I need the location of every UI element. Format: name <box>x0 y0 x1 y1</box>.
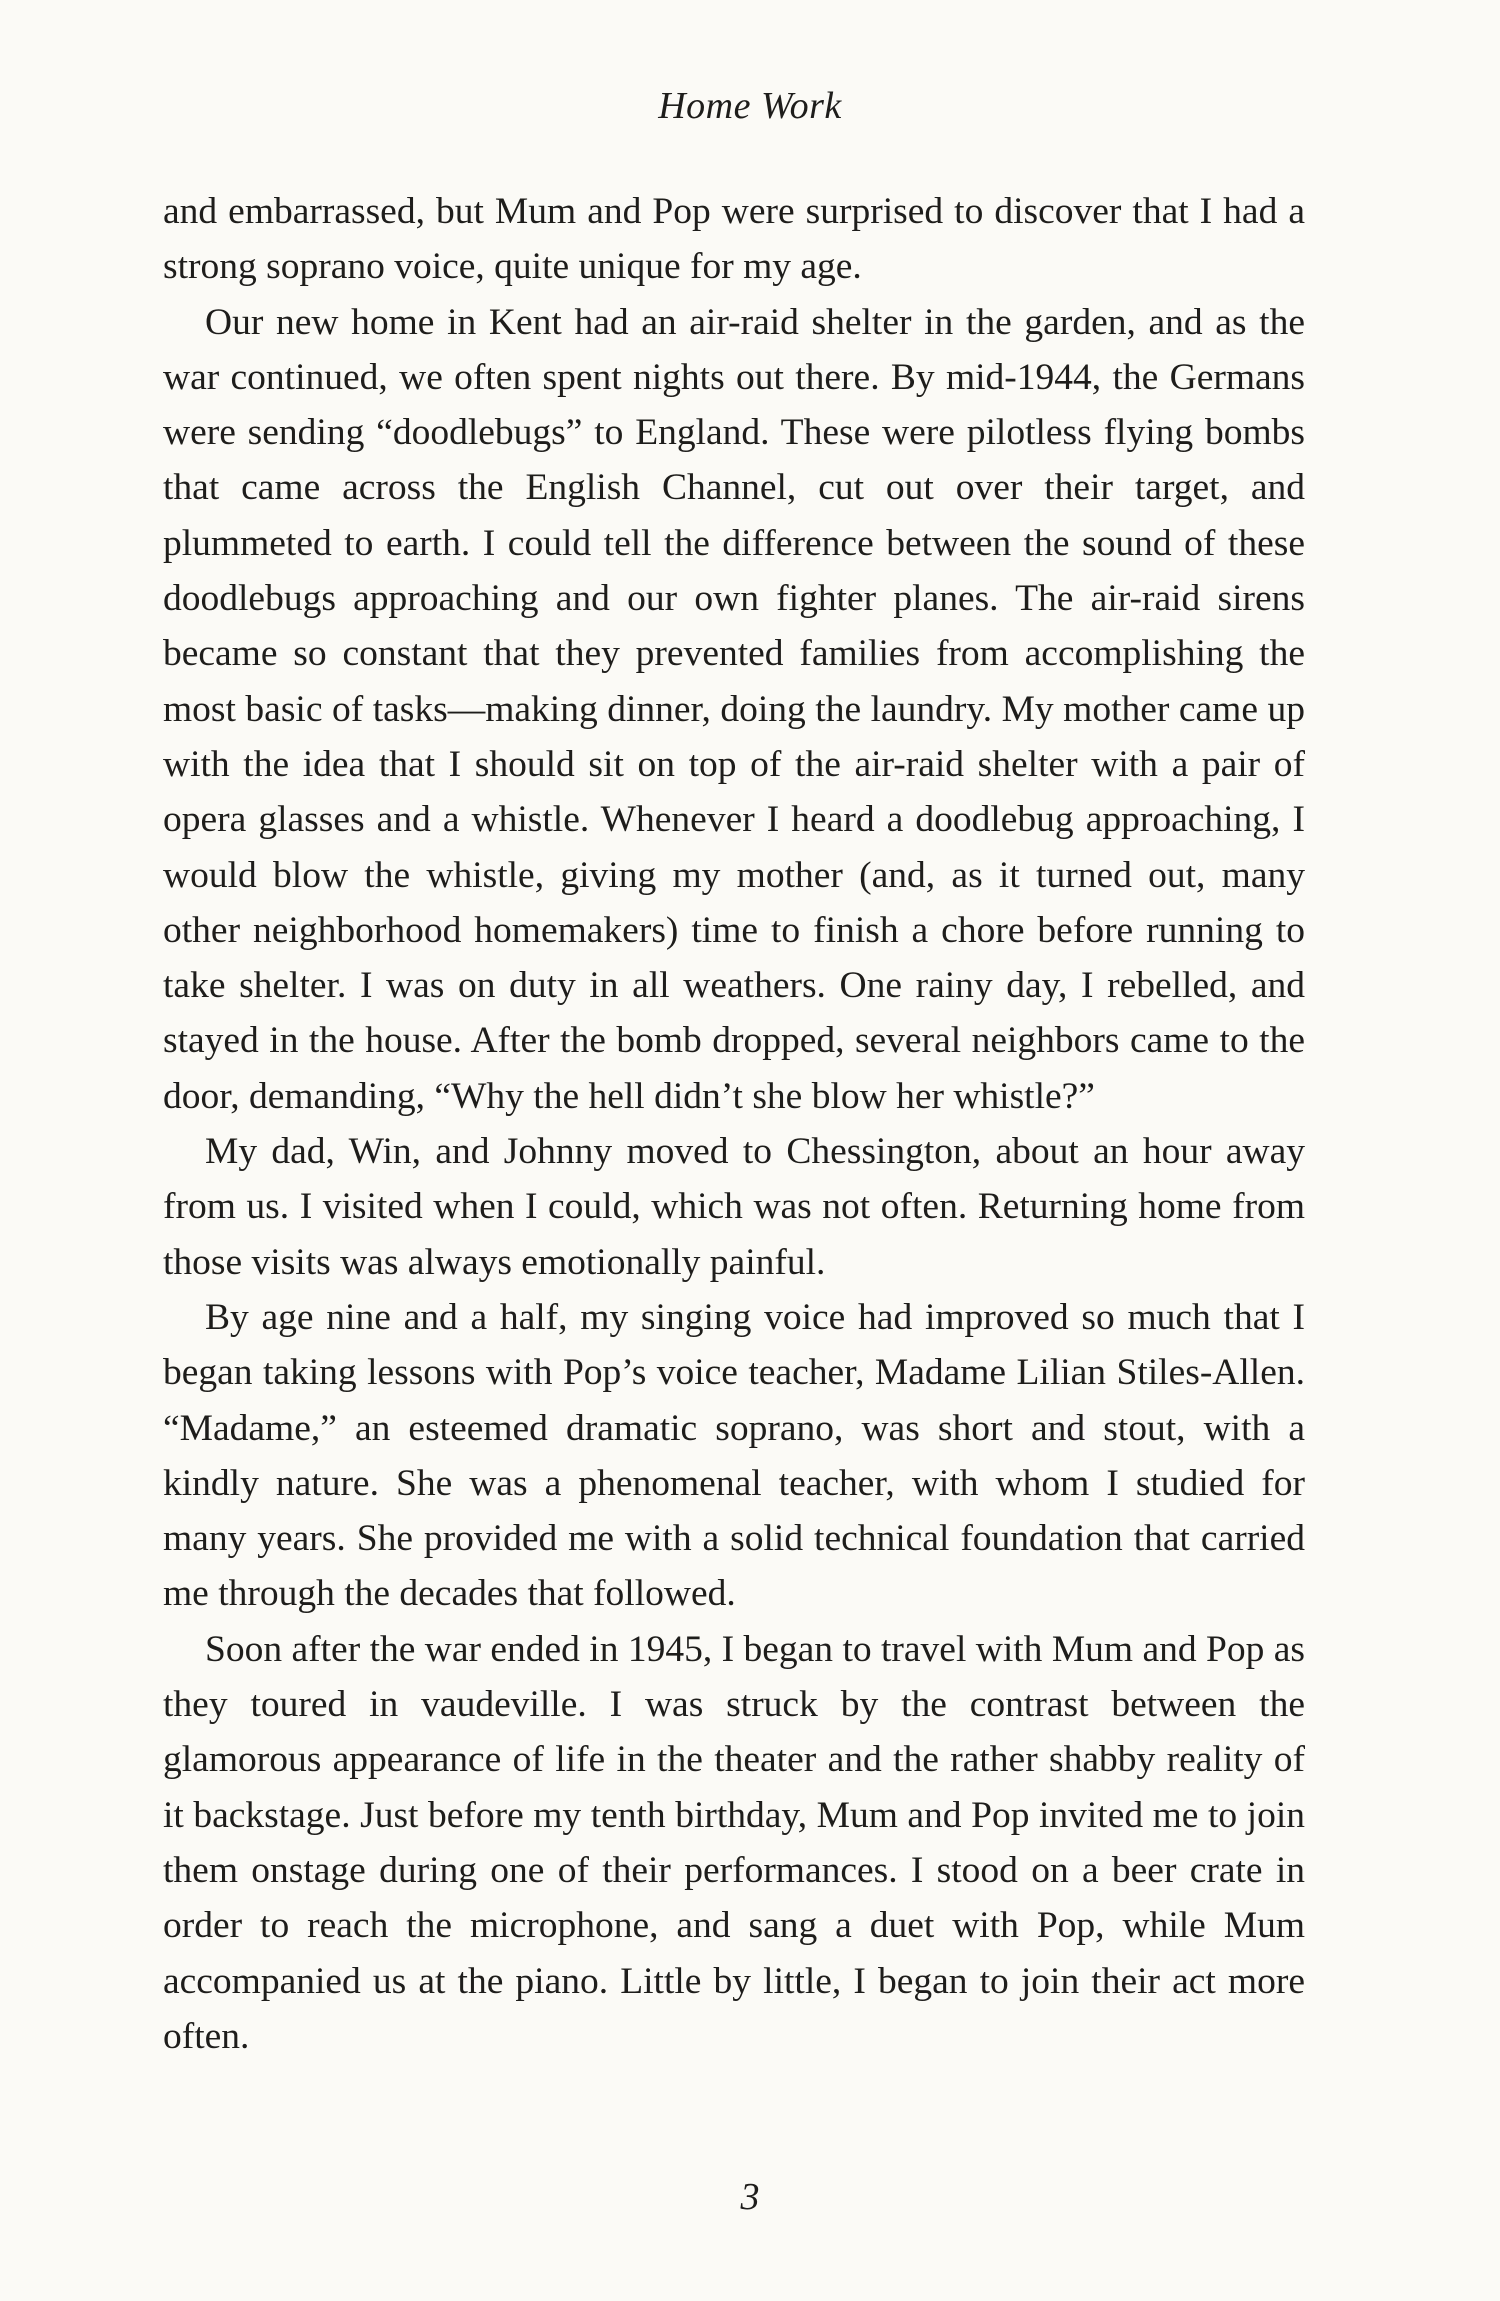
page-number: 3 <box>740 2176 760 2218</box>
paragraph-5: Soon after the war ended in 1945, I began to travel with Mum and Pop as they toured in vaudeville. I was struck by the contrast between the glamorous appearance of life in the theater and the rather shabby reality of it backstage. Just before my tenth birthday, Mum and Pop invited me to join them onstage during one of their performances. I stood on a beer crate in order to reach the microphone, and sang a duet with Pop, while Mum accompanied us at the piano. Little by little, I began to join their act more often. <box>163 1628 1305 2057</box>
body-text <box>163 184 1305 2064</box>
paragraph-2: Our new home in Kent had an air-raid shelter in the garden, and as the war continued, we often spent nights out there. By mid-1944, the Germans were sending “doodlebugs” to England. These were pilotless flying bombs that came across the English Channel, cut out over their target, and plummeted to earth. I could tell the difference between the sound of these doodlebugs approaching and our own fighter planes. The air-raid sirens became so constant that they prevented families from accomplishing the most basic of tasks—making dinner, doing the laundry. My mother came up with the idea that I should sit on top of the air-raid shelter with a pair of opera glasses and a whistle. Whenever I heard a doodlebug approaching, I would blow the whistle, giving my mother (and, as it turned out, many other neighborhood homemakers) time to finish a chore before running to take shelter. I was on duty in all weathers. One rainy day, I rebelled, and stayed in the house. After the bomb dropped, several neighbors came to the door, demanding, “Why the hell didn’t she blow her whistle?” <box>163 301 1305 1117</box>
paragraph-3: My dad, Win, and Johnny moved to Chessington, about an hour away from us. I visited when I could, which was not often. Returning home from those visits was always emotionally painful. <box>163 1131 1305 1283</box>
running-head: Home Work <box>658 85 842 127</box>
paragraph-4: By age nine and a half, my singing voice had improved so much that I began taking lessons with Pop’s voice teacher, Madame Lilian Stiles-Allen. “Madame,” an esteemed dramatic soprano, was short and stout, with a kindly nature. She was a phenomenal teacher, with whom I studied for many years. She provided me with a solid technical foundation that carried me through the decades that followed. <box>163 1296 1305 1615</box>
paragraph-1: and embarrassed, but Mum and Pop were surprised to discover that I had a strong soprano voice, quite unique for my age. <box>163 191 1305 288</box>
